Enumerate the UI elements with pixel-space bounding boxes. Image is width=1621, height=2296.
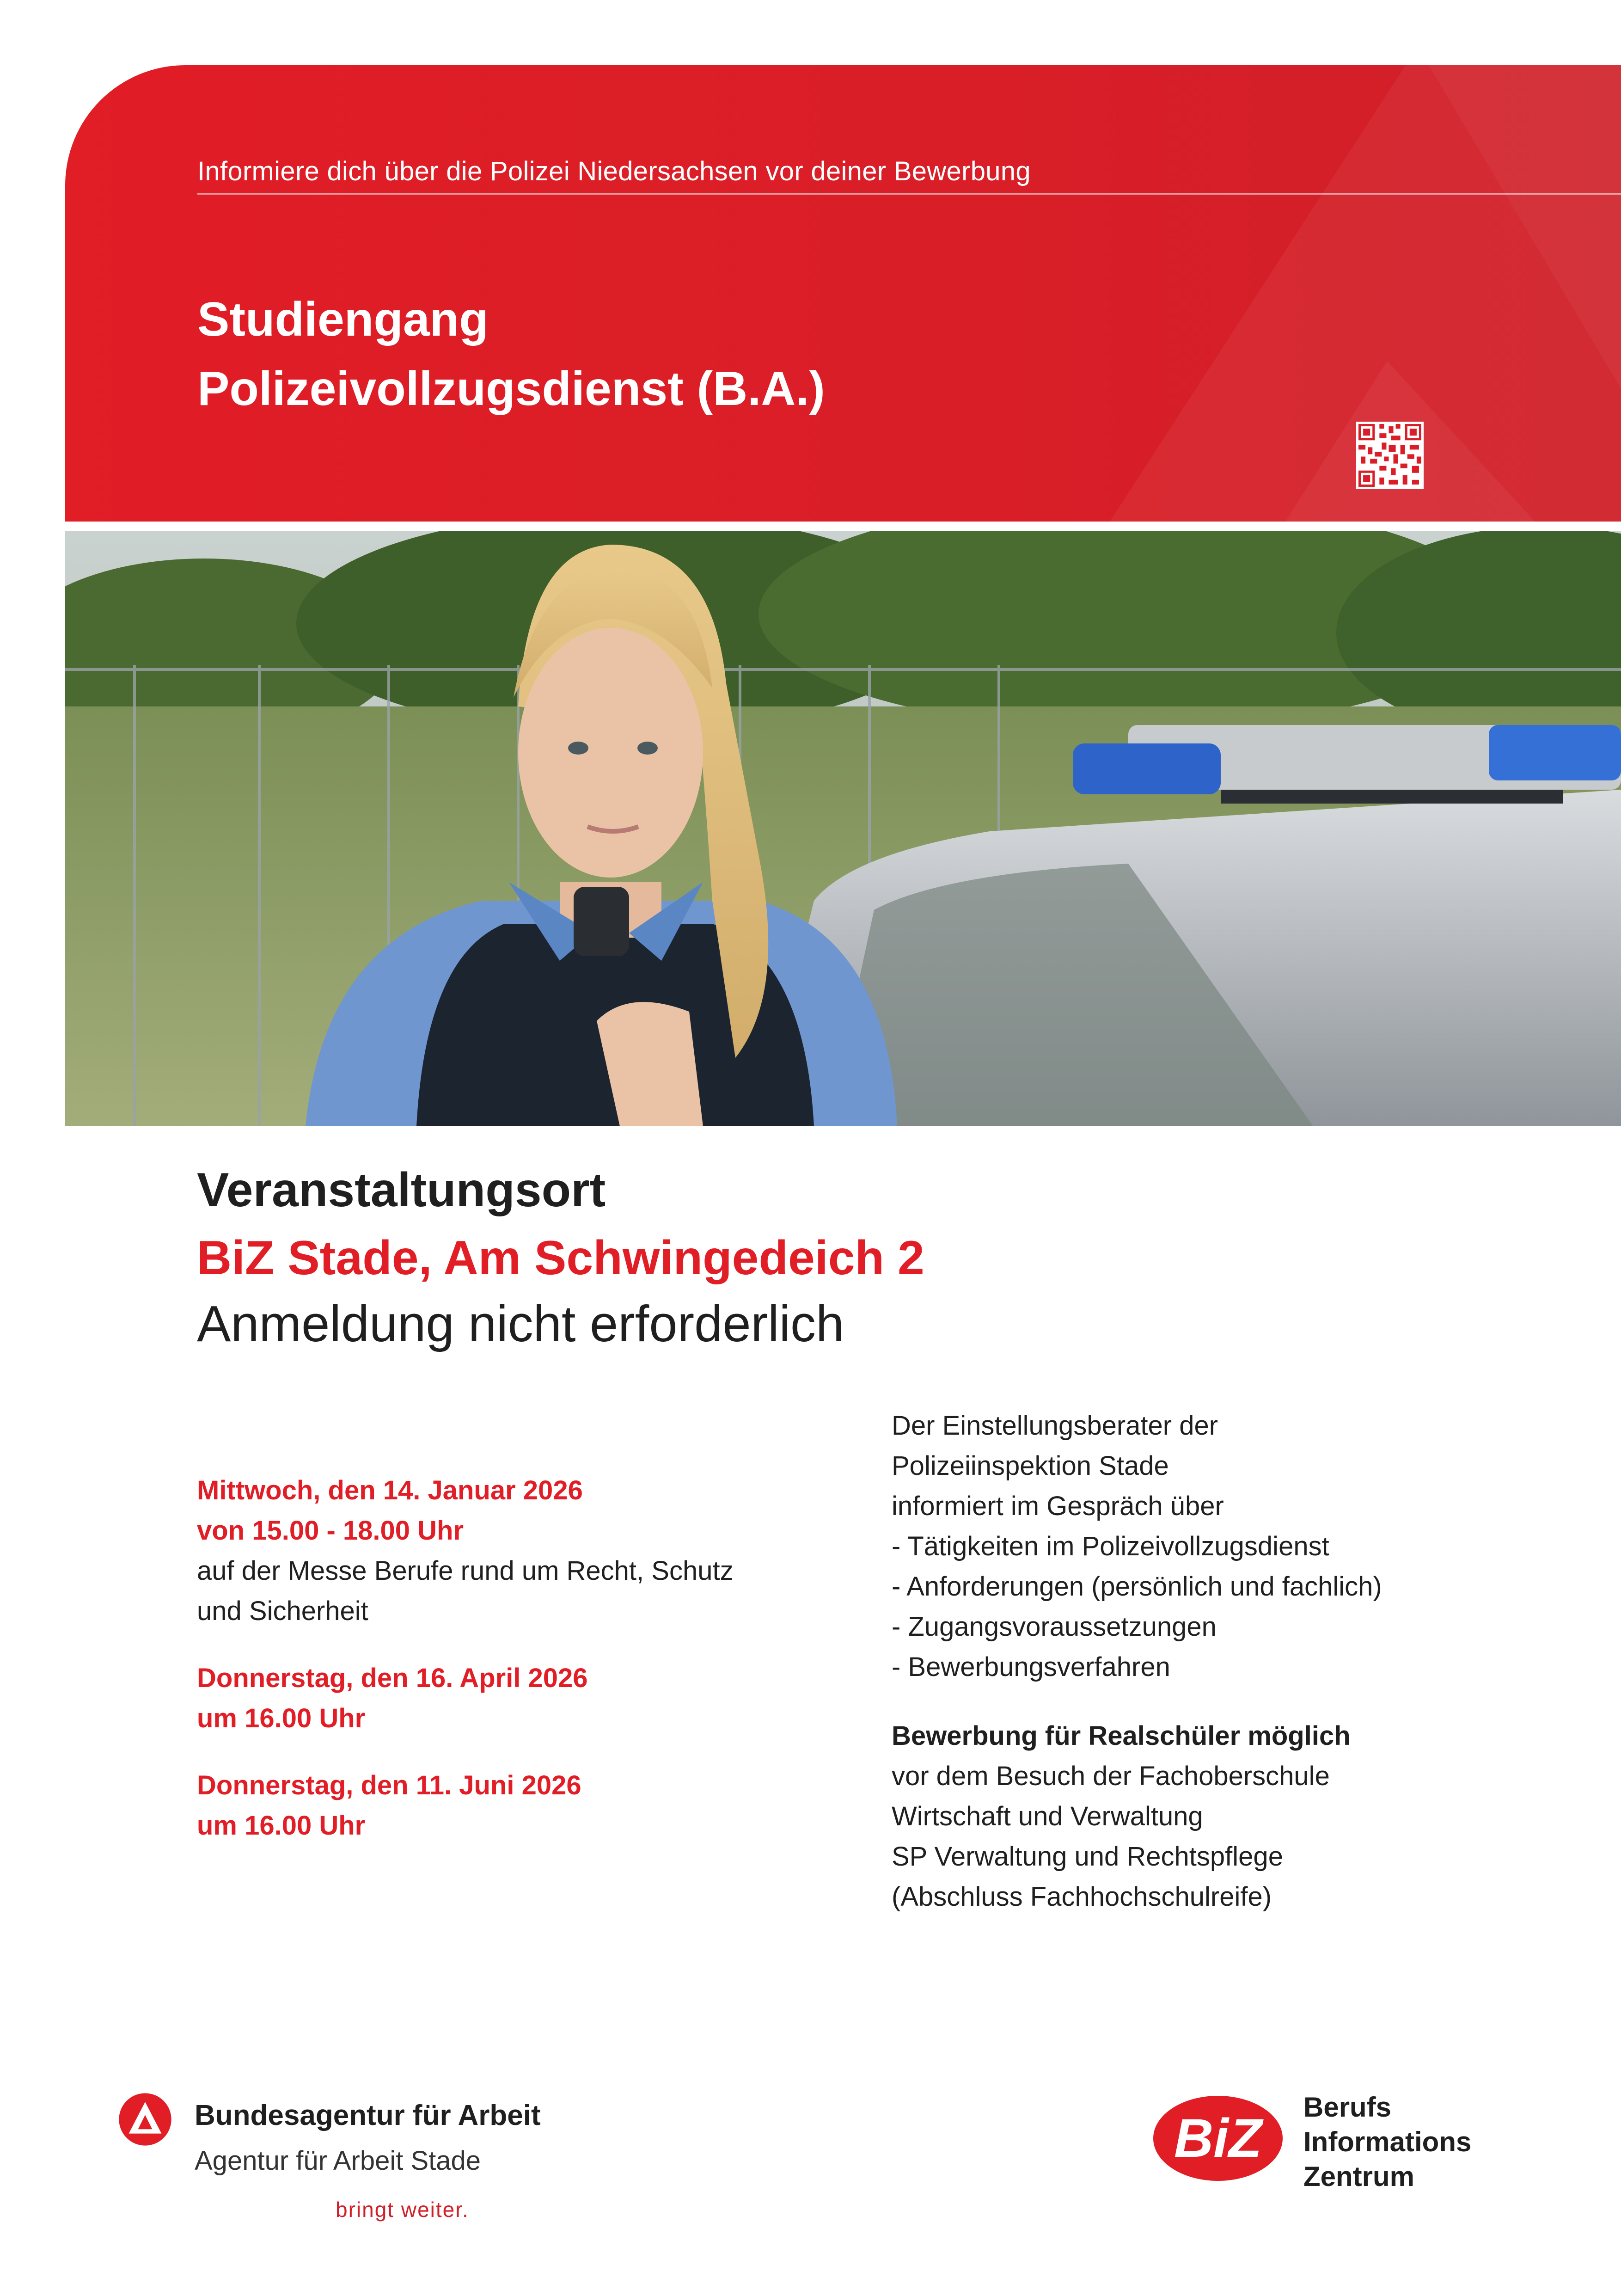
realschule-heading: Bewerbung für Realschüler möglich (892, 1721, 1351, 1751)
event-description: auf der Messe Berufe rund um Recht, Schutz (197, 1556, 734, 1586)
header-divider (197, 193, 1621, 195)
event-time: von 15.00 - 18.00 Uhr (197, 1516, 464, 1546)
event-item (197, 1470, 835, 1631)
realschule-line: SP Verwaltung und Rechtspflege (892, 1842, 1283, 1872)
event-item (197, 1658, 835, 1738)
event-time: um 16.00 Uhr (197, 1703, 366, 1733)
title-line-2: Polizeivollzugsdienst (B.A.) (197, 362, 825, 416)
header-banner (65, 65, 1621, 522)
biz-line: Informations (1303, 2126, 1472, 2157)
biz-logo-text: BiZ (1174, 2108, 1262, 2169)
spacer (892, 1687, 1493, 1716)
police-officer-photo (65, 531, 1621, 1126)
topic-item: - Bewerbungsverfahren (892, 1652, 1170, 1682)
realschule-line: Wirtschaft und Verwaltung (892, 1801, 1203, 1831)
topic-item: - Tätigkeiten im Polizeivollzugsdienst (892, 1531, 1329, 1561)
biz-line: Berufs (1303, 2092, 1392, 2123)
event-time: um 16.00 Uhr (197, 1811, 366, 1841)
agency-tagline: bringt weiter. (336, 2198, 469, 2222)
realschule-line: (Abschluss Fachhochschulreife) (892, 1882, 1272, 1912)
info-intro-line: Der Einstellungsberater der (892, 1411, 1218, 1441)
event-list (197, 1470, 835, 1872)
realschule-line: vor dem Besuch der Fachoberschule (892, 1761, 1330, 1791)
info-intro-line: informiert im Gespräch über (892, 1491, 1224, 1521)
title-line-1: Studiengang (197, 293, 489, 346)
agency-office: Agentur für Arbeit Stade (195, 2146, 481, 2176)
event-description: und Sicherheit (197, 1596, 368, 1626)
topic-item: - Zugangsvoraussetzungen (892, 1612, 1217, 1642)
page-title (197, 285, 825, 424)
info-column (892, 1406, 1493, 1917)
venue-address: BiZ Stade, Am Schwingedeich 2 (197, 1231, 924, 1285)
qr-code-icon[interactable] (1356, 422, 1424, 489)
info-intro-line: Polizeiinspektion Stade (892, 1451, 1169, 1481)
photo-illustration (65, 531, 1621, 1126)
biz-wordmark (1303, 2090, 1471, 2194)
biz-logo-icon (1151, 2092, 1285, 2185)
topic-item: - Anforderungen (persönlich und fachlich) (892, 1572, 1382, 1602)
header-subtitle: Informiere dich über die Polizei Niedersachsen vor deiner Bewerbung (197, 156, 1031, 186)
bundesagentur-logo-icon (118, 2092, 172, 2147)
venue-heading: Veranstaltungsort (197, 1163, 606, 1217)
registration-note: Anmeldung nicht erforderlich (197, 1295, 844, 1352)
event-item (197, 1765, 835, 1846)
biz-line: Zentrum (1303, 2161, 1414, 2192)
event-date: Donnerstag, den 11. Juni 2026 (197, 1770, 581, 1800)
event-date: Mittwoch, den 14. Januar 2026 (197, 1475, 583, 1505)
event-date: Donnerstag, den 16. April 2026 (197, 1663, 588, 1693)
agency-name: Bundesagentur für Arbeit (195, 2100, 541, 2131)
